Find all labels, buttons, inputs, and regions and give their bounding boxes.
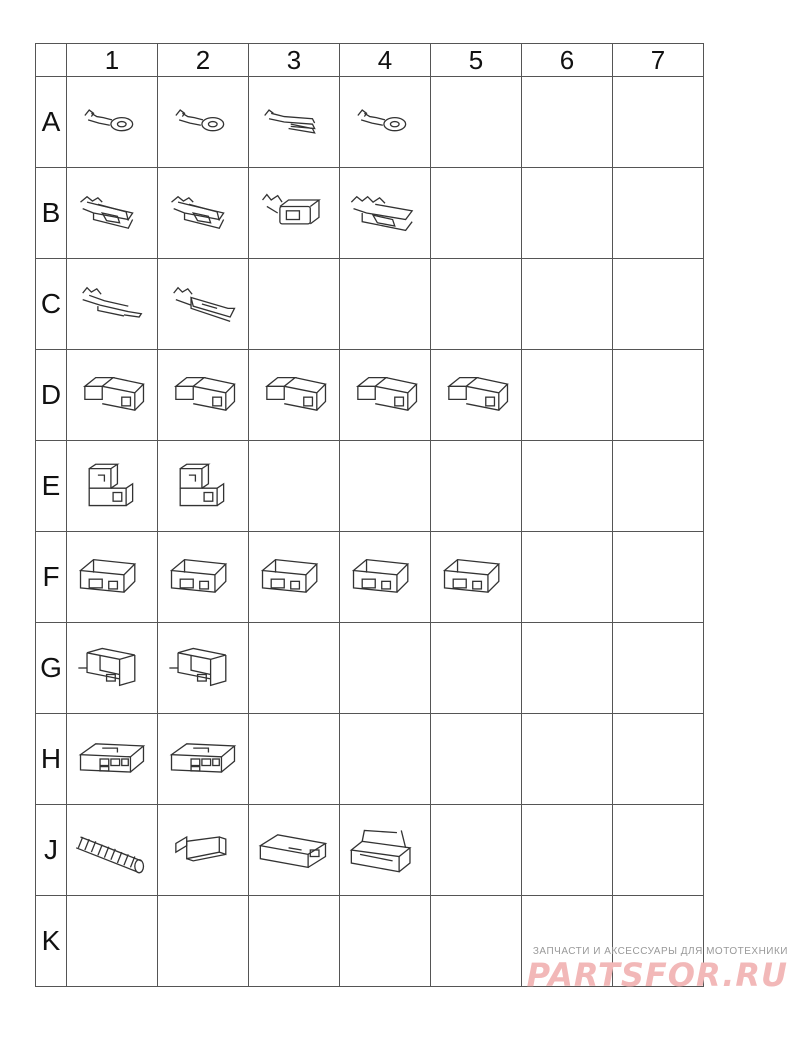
watermark-logo: PARTSFOR.RU	[526, 956, 788, 994]
grid-cell	[67, 805, 158, 896]
grid-cell	[67, 441, 158, 532]
grid-cell	[340, 77, 431, 168]
three-pin-housing-icon	[74, 552, 150, 602]
row-header: K	[36, 896, 67, 987]
grid-cell	[522, 168, 613, 259]
header-row	[36, 44, 704, 77]
grid-cell	[158, 532, 249, 623]
one-pin-housing-icon	[256, 370, 332, 420]
row-header: H	[36, 714, 67, 805]
grid-cell	[249, 77, 340, 168]
three-pin-housing-icon	[165, 552, 241, 602]
column-header: 1	[67, 44, 158, 77]
six-pin-housing-icon	[165, 734, 241, 784]
column-header: 5	[431, 44, 522, 77]
grid-cell	[522, 623, 613, 714]
blade-fuse-icon	[165, 825, 241, 875]
grid-cell	[158, 350, 249, 441]
watermark	[488, 946, 788, 993]
corner-cell	[36, 44, 67, 77]
row-header: A	[36, 77, 67, 168]
column-header: 2	[158, 44, 249, 77]
grid-cell	[613, 168, 704, 259]
grid-cell	[431, 805, 522, 896]
three-pin-housing-icon	[438, 552, 514, 602]
grid-cell	[340, 532, 431, 623]
row-header: C	[36, 259, 67, 350]
four-pin-housing-icon	[165, 643, 241, 693]
grid-cell	[249, 532, 340, 623]
grid-cell	[613, 532, 704, 623]
ring-terminal-icon	[165, 97, 241, 147]
column-header: 4	[340, 44, 431, 77]
grid-cell	[249, 259, 340, 350]
connector-grid	[35, 43, 704, 987]
grid-cell	[67, 714, 158, 805]
grid-cell	[158, 168, 249, 259]
grid-cell	[340, 623, 431, 714]
grid-cell	[158, 896, 249, 987]
female-spade-terminal-icon	[74, 188, 150, 238]
grid-cell	[340, 441, 431, 532]
grid-cell	[431, 77, 522, 168]
grid-row	[36, 805, 704, 896]
row-header: J	[36, 805, 67, 896]
grid-cell	[522, 259, 613, 350]
watermark-tagline: ЗАПЧАСТИ И АКСЕССУАРЫ ДЛЯ МОТОТЕХНИКИ	[532, 946, 788, 957]
one-pin-housing-icon	[347, 370, 423, 420]
grid-cell	[522, 532, 613, 623]
bullet-socket-terminal-icon	[256, 188, 332, 238]
grid-row	[36, 77, 704, 168]
grid-cell	[613, 805, 704, 896]
row-header: F	[36, 532, 67, 623]
three-pin-housing-icon	[347, 552, 423, 602]
fuse-holder-icon	[256, 825, 332, 875]
grid-row	[36, 259, 704, 350]
four-pin-housing-icon	[74, 643, 150, 693]
one-pin-housing-icon	[74, 370, 150, 420]
grid-cell	[613, 259, 704, 350]
grid-cell	[613, 623, 704, 714]
pin-terminal-icon	[74, 279, 150, 329]
grid-cell	[340, 896, 431, 987]
grid-cell	[340, 259, 431, 350]
grid-row	[36, 350, 704, 441]
grid-cell	[158, 805, 249, 896]
grid-cell	[431, 259, 522, 350]
fork-terminal-icon	[256, 97, 332, 147]
grid-cell	[431, 168, 522, 259]
ring-terminal-icon	[74, 97, 150, 147]
corrugated-tube-icon	[74, 825, 150, 875]
row-header: E	[36, 441, 67, 532]
grid-cell	[249, 623, 340, 714]
one-pin-housing-icon	[165, 370, 241, 420]
ring-terminal-icon	[347, 97, 423, 147]
grid-cell	[67, 350, 158, 441]
grid-cell	[431, 350, 522, 441]
two-pin-housing-icon	[165, 461, 241, 511]
grid-cell	[431, 441, 522, 532]
double-crimp-terminal-icon	[347, 188, 423, 238]
grid-cell	[522, 77, 613, 168]
grid-cell	[249, 805, 340, 896]
grid-cell	[522, 714, 613, 805]
grid-cell	[67, 623, 158, 714]
grid-cell	[158, 259, 249, 350]
column-header: 7	[613, 44, 704, 77]
three-pin-housing-icon	[256, 552, 332, 602]
grid-cell	[340, 805, 431, 896]
row-header: G	[36, 623, 67, 714]
grid-cell	[249, 714, 340, 805]
grid-cell	[522, 441, 613, 532]
grid-cell	[158, 623, 249, 714]
grid-cell	[613, 77, 704, 168]
grid-cell	[522, 350, 613, 441]
two-pin-housing-icon	[74, 461, 150, 511]
row-header: B	[36, 168, 67, 259]
grid-cell	[340, 350, 431, 441]
grid-cell	[340, 168, 431, 259]
grid-cell	[431, 623, 522, 714]
grid-cell	[431, 714, 522, 805]
male-spade-terminal-icon	[165, 279, 241, 329]
grid-row	[36, 714, 704, 805]
column-header: 6	[522, 44, 613, 77]
column-header: 3	[249, 44, 340, 77]
grid-cell	[67, 168, 158, 259]
grid-cell	[158, 714, 249, 805]
grid-cell	[67, 77, 158, 168]
grid-cell	[249, 168, 340, 259]
grid-cell	[249, 441, 340, 532]
grid-cell	[158, 441, 249, 532]
grid-cell	[67, 532, 158, 623]
female-spade-terminal-icon	[165, 188, 241, 238]
grid-cell	[340, 714, 431, 805]
one-pin-housing-icon	[438, 370, 514, 420]
grid-row	[36, 168, 704, 259]
grid-cell	[431, 532, 522, 623]
grid-cell	[613, 350, 704, 441]
grid-cell	[158, 77, 249, 168]
grid-cell	[249, 350, 340, 441]
grid-cell	[613, 441, 704, 532]
wire-lead-housing-icon	[347, 825, 423, 875]
grid-row	[36, 623, 704, 714]
row-header: D	[36, 350, 67, 441]
grid-cell	[67, 896, 158, 987]
six-pin-housing-icon	[74, 734, 150, 784]
grid-cell	[522, 805, 613, 896]
grid-cell	[613, 714, 704, 805]
grid-row	[36, 532, 704, 623]
grid-cell	[249, 896, 340, 987]
grid-cell	[67, 259, 158, 350]
grid-row	[36, 441, 704, 532]
